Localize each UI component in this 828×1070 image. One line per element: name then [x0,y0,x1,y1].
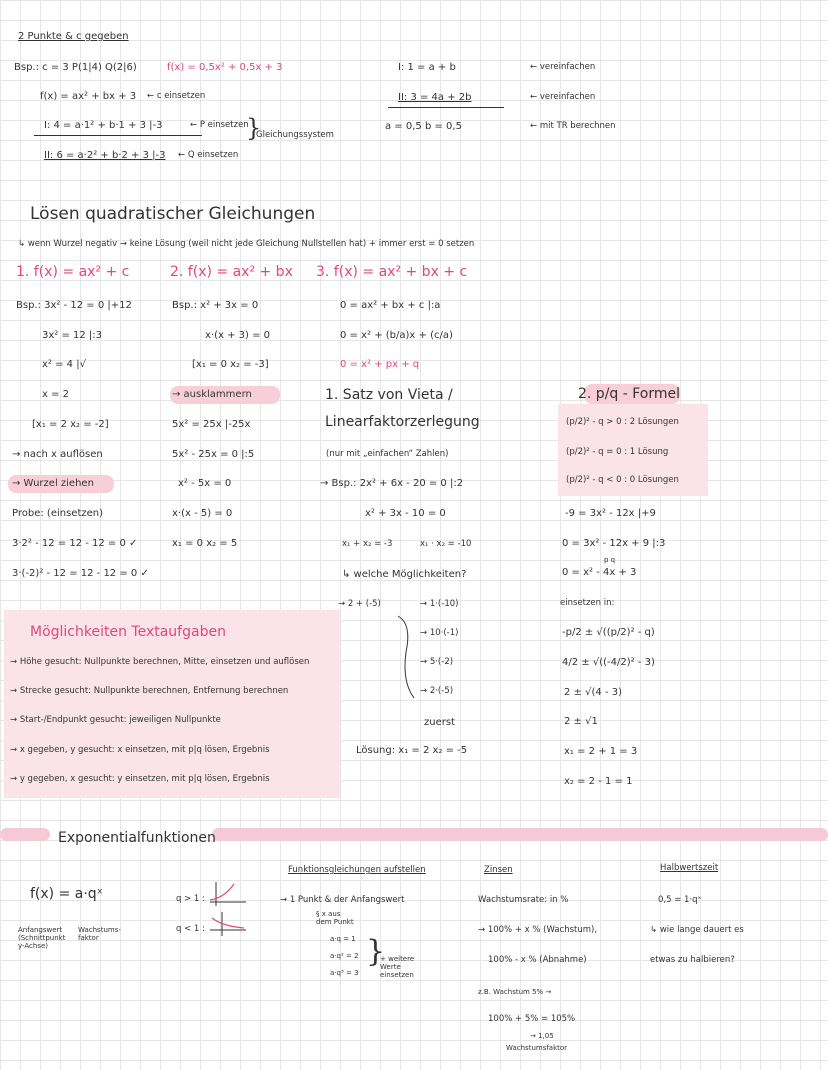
vieta-note: (nur mit „einfachen“ Zahlen) [326,449,449,459]
pq-case: (p/2)² - q < 0 : 0 Lösungen [566,475,679,485]
pq-formula: -p/2 ± √((p/2)² - q) [562,627,655,638]
exponential-function: f(x) = a·qˣ [30,886,103,902]
vieta-result: Lösung: x₁ = 2 x₂ = -5 [356,745,468,756]
system-label: Gleichungssystem [256,130,334,140]
decay-graph-icon [208,910,248,938]
text-problem-item: → Höhe gesucht: Nullpunkte berechnen, Mitte, einsetzen und auflösen [10,657,310,667]
case-two-solution: x₁ = 0 x₂ = 5 [172,538,238,549]
vieta-example: → Bsp.: 2x² + 6x - 20 = 0 |:2 [320,478,464,489]
case-one-check: 3·(-2)² - 12 = 12 - 12 = 0 ✓ [12,568,149,579]
label-initial-value: Anfangswert (Schnittpunkt y-Achse) [18,926,66,951]
growth-graph-icon [208,880,248,908]
interest-line: Wachstumsrate: in % [478,895,569,905]
half-life-question: etwas zu halbieren? [650,955,735,965]
vieta-option: → 2·(-5) [420,686,454,696]
interest-line: z.B. Wachstum 5% → [478,988,552,996]
pq-solution: x₁ = 2 + 1 = 3 [564,746,638,757]
vieta-product: x₁ · x₂ = -10 [420,539,472,549]
reduced-eq-one-note: ← vereinfachen [530,62,596,72]
vieta-option: → 5·(-2) [420,657,454,667]
pq-case: (p/2)² - q > 0 : 2 Lösungen [566,417,679,427]
section-band [212,828,828,841]
section-title-exponential: Exponentialfunktionen [58,830,216,846]
case-one-line: Bsp.: 3x² - 12 = 0 |+12 [16,300,132,311]
growth-case: q > 1 : [176,894,205,904]
pq-line: -9 = 3x² - 12x |+9 [565,508,656,519]
case-three-heading: 3. f(x) = ax² + bx + c [316,264,468,280]
interest-line: 100% + 5% = 105% [488,1014,576,1024]
example-line: Bsp.: c = 3 P(1|4) Q(2|6) [14,62,137,73]
case-three-line: 0 = x² + (b/a)x + (c/a) [340,330,453,341]
func-setup-title: Funktionsgleichungen aufstellen [288,865,426,875]
case-two-heading: 2. f(x) = ax² + bx [170,264,293,280]
reduced-eq-two: II: 3 = 4a + 2b [398,92,472,103]
func-setup-line: → 1 Punkt & der Anfangswert [280,895,405,905]
half-life-question: ↳ wie lange dauert es [650,925,744,935]
pq-line: 0 = 3x² - 12x + 9 |:3 [562,538,666,549]
text-problems-title: Möglichkeiten Textaufgaben [30,624,226,640]
arrow-curve-icon [396,612,418,702]
func-setup-hint: + weitere Werte einsetzen [380,955,415,980]
text-problem-item: → y gegeben, x gesucht: y einsetzen, mit p|q lösen, Ergebnis [10,774,270,784]
case-one-heading: 1. f(x) = ax² + c [16,264,130,280]
case-one-line: 3x² = 12 |:3 [42,330,103,341]
case-one-solution: [x₁ = 2 x₂ = -2] [32,419,109,430]
solution-ab: a = 0,5 b = 0,5 [385,121,462,132]
case-two-line: x·(x + 3) = 0 [205,330,271,341]
vieta-first: zuerst [424,717,455,728]
vieta-option: → 1·(-10) [420,599,459,609]
vieta-title: 1. Satz von Vieta / [325,387,453,403]
equation-two-note: ← Q einsetzen [178,150,239,160]
case-two-hint: → ausklammern [172,389,252,400]
solution-ab-note: ← mit TR berechnen [530,121,616,131]
case-two-line: x·(x - 5) = 0 [172,508,233,519]
case-one-line: x² = 4 |√ [42,359,86,370]
func-setup-eq: a·q = 1 [330,935,356,943]
text-problem-item: → x gegeben, y gesucht: x einsetzen, mit p|q lösen, Ergebnis [10,745,270,755]
case-one-hint: → Wurzel ziehen [12,478,94,489]
label-growth-factor: Wachstums-faktor [78,926,121,943]
case-two-line: Bsp.: x² + 3x = 0 [172,300,259,311]
interest-line: → 100% + x % (Wachstum), [478,925,598,935]
half-life-title: Halbwertszeit [660,863,719,873]
reduced-eq-one: I: 1 = a + b [398,62,456,73]
section-title-quadratic: Lösen quadratischer Gleichungen [30,204,316,224]
section-title-two-points: 2 Punkte & c gegeben [18,31,129,42]
case-one-check: 3·2² - 12 = 12 - 12 = 0 ✓ [12,538,138,549]
vieta-option: → 10·(-1) [420,628,459,638]
section-band [0,828,50,841]
pq-line: 0 = x² - 4x + 3 [562,567,637,578]
reduced-underline [388,107,504,108]
pq-solution: x₂ = 2 - 1 = 1 [564,776,633,787]
case-two-line: 5x² = 25x |-25x [172,419,251,430]
pq-line: 2 ± √1 [564,716,598,727]
case-one-check-heading: Probe: (einsetzen) [12,508,104,519]
vieta-question: ↳ welche Möglichkeiten? [342,569,467,580]
func-setup-note: § x aus dem Punkt [316,910,354,927]
equation-one: I: 4 = a·1² + b·1 + 3 |-3 [44,120,163,131]
case-three-line: 0 = ax² + bx + c |:a [340,300,441,311]
pq-title: 2. p/q - Formel [578,386,681,402]
func-setup-eq: a·q³ = 3 [330,969,359,977]
case-three-normal-form: 0 = x² + px + q [340,359,420,370]
general-function-note: ← c einsetzen [147,91,206,101]
system-brace: } [246,114,262,142]
section-subtitle-quadratic: ↳ wenn Wurzel negativ → keine Lösung (weil nicht jede Gleichung Nullstellen hat) + immer erst = 0 setzen [18,239,475,249]
func-setup-brace: } [366,934,386,969]
interest-factor: → 1,05 [530,1032,554,1040]
interest-line: 100% - x % (Abnahme) [488,955,587,965]
half-life-formula: 0,5 = 1·qˣ [658,895,702,905]
vieta-subtitle: Linearfaktorzerlegung [325,414,480,430]
equation-one-note: ← P einsetzen [190,120,249,130]
case-two-line: 5x² - 25x = 0 |:5 [172,449,255,460]
text-problem-item: → Start-/Endpunkt gesucht: jeweiligen Nullpunkte [10,715,221,725]
case-two-solution: [x₁ = 0 x₂ = -3] [192,359,269,370]
case-one-hint: → nach x auflösen [12,449,103,460]
equation-underline [34,135,202,136]
reduced-eq-two-note: ← vereinfachen [530,92,596,102]
interest-title: Zinsen [484,865,513,875]
pq-line: 2 ± √(4 - 3) [564,687,622,698]
decay-case: q < 1 : [176,924,205,934]
case-two-line: x² - 5x = 0 [178,478,232,489]
vieta-option: → 2 + (-5) [338,599,381,609]
text-problem-item: → Strecke gesucht: Nullpunkte berechnen, Entfernung berechnen [10,686,289,696]
equation-two: II: 6 = a·2² + b·2 + 3 |-3 [44,150,166,161]
interest-factor-label: Wachstumsfaktor [506,1044,568,1052]
pq-labels: p q [604,556,616,564]
case-one-line: x = 2 [42,389,70,400]
pq-case: (p/2)² - q = 0 : 1 Lösung [566,447,669,457]
vieta-equation: x² + 3x - 10 = 0 [365,508,446,519]
pq-line: einsetzen in: [560,598,615,608]
func-setup-eq: a·q² = 2 [330,952,359,960]
pq-line: 4/2 ± √((-4/2)² - 3) [562,657,655,668]
vieta-sum: x₁ + x₂ = -3 [342,539,393,549]
general-function: f(x) = ax² + bx + 3 [40,91,137,102]
example-result: f(x) = 0,5x² + 0,5x + 3 [167,62,283,73]
